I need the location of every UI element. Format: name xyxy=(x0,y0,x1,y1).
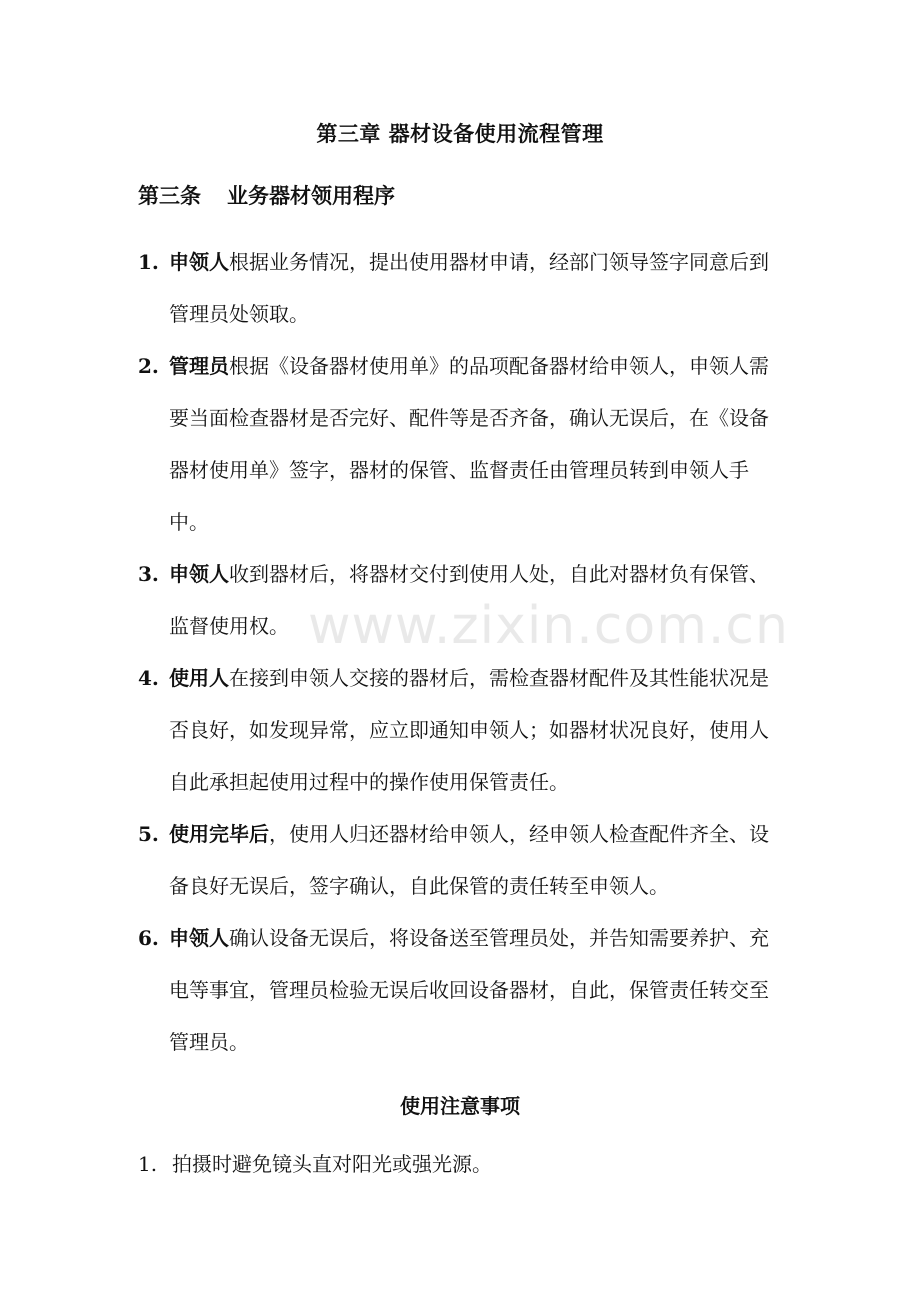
procedure-item-4 xyxy=(138,652,788,808)
item-text: 根据《设备器材使用单》的品项配备器材给申领人，申领人需要当面检查器材是否完好、配件等是否齐备，确认无误后，在《设备器材使用单》签字，器材的保管、监督责任由管理员转到申领人手中。 xyxy=(169,354,769,534)
item-lead: 使用完毕后 xyxy=(169,822,269,846)
note-number: 1. xyxy=(138,1152,158,1176)
article-heading xyxy=(138,180,395,210)
procedure-list xyxy=(138,236,788,1068)
procedure-item-3 xyxy=(138,548,788,652)
item-text: 收到器材后，将器材交付到使用人处，自此对器材负有保管、监督使用权。 xyxy=(169,562,769,638)
item-number: 4. xyxy=(138,666,159,690)
procedure-item-6 xyxy=(138,912,788,1068)
item-number: 2. xyxy=(138,354,159,378)
item-lead: 申领人 xyxy=(169,250,229,274)
note-item-1 xyxy=(138,1148,492,1177)
item-number: 6. xyxy=(138,926,159,950)
item-lead: 申领人 xyxy=(169,562,229,586)
item-number: 5. xyxy=(138,822,159,846)
notes-title: 使用注意事项 xyxy=(400,1094,520,1118)
item-text: ，使用人归还器材给申领人，经申领人检查配件齐全、设备良好无误后，签字确认，自此保管的责任转至申领人。 xyxy=(169,822,769,898)
item-number: 3. xyxy=(138,562,159,586)
article-number: 第三条 xyxy=(138,184,201,208)
procedure-item-2 xyxy=(138,340,788,548)
chapter-title: 第三章 器材设备使用流程管理 xyxy=(316,122,604,146)
watermark: www.zixin.com.cn xyxy=(308,596,789,656)
item-text: 根据业务情况，提出使用器材申请，经部门领导签字同意后到管理员处领取。 xyxy=(169,250,769,326)
item-number: 1. xyxy=(138,250,159,274)
note-text: 拍摄时避免镜头直对阳光或强光源。 xyxy=(172,1152,492,1176)
item-lead: 使用人 xyxy=(169,666,229,690)
item-text: 确认设备无误后，将设备送至管理员处，并告知需要养护、充电等事宜，管理员检验无误后收回设备器材，自此，保管责任转交至管理员。 xyxy=(169,926,769,1054)
item-lead: 申领人 xyxy=(169,926,229,950)
procedure-item-5 xyxy=(138,808,788,912)
article-title: 业务器材领用程序 xyxy=(227,184,395,208)
item-lead: 管理员 xyxy=(169,354,229,378)
item-text: 在接到申领人交接的器材后，需检查器材配件及其性能状况是否良好，如发现异常，应立即通知申领人；如器材状况良好，使用人自此承担起使用过程中的操作使用保管责任。 xyxy=(169,666,769,794)
procedure-item-1 xyxy=(138,236,788,340)
